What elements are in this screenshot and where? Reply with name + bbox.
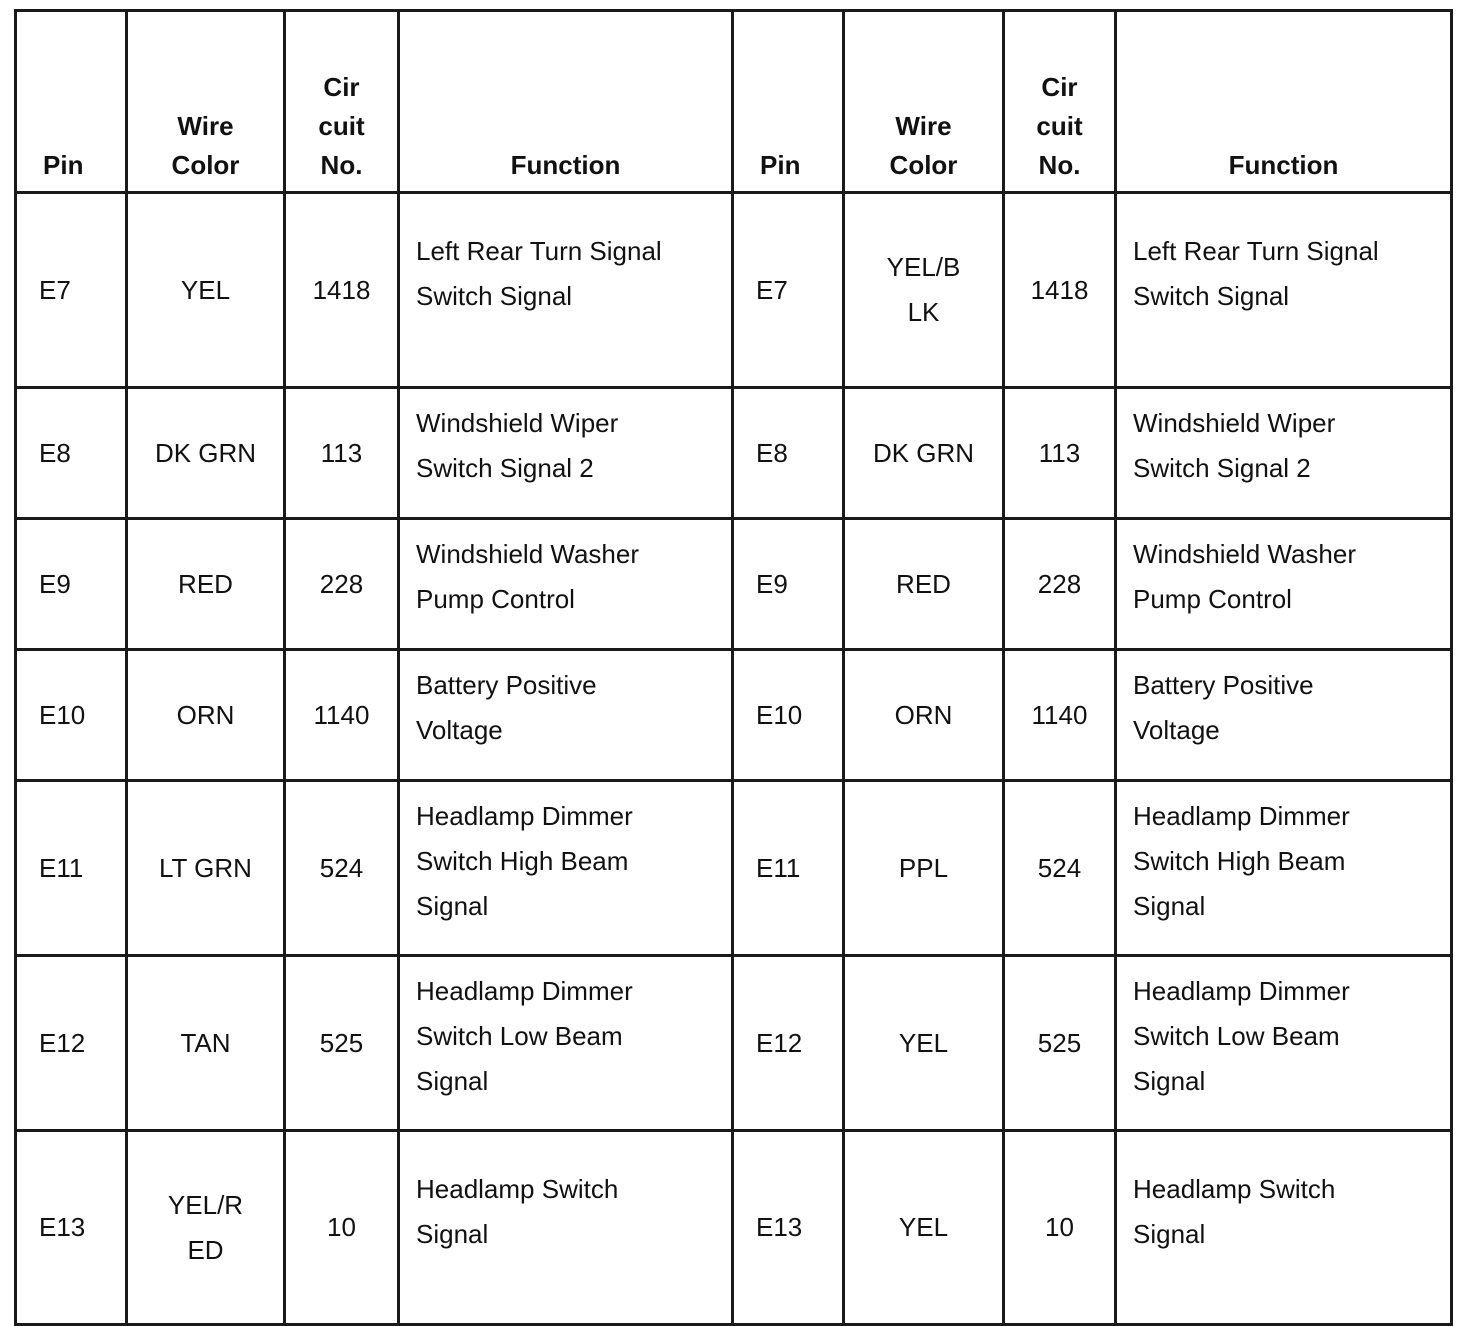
function-cell: Left Rear Turn Signal Switch Signal	[399, 193, 733, 388]
wire-color-cell: RED	[127, 519, 285, 650]
wire-color-cell: YEL/R ED	[127, 1131, 285, 1325]
function-cell: Battery Positive Voltage	[1116, 650, 1452, 781]
wire-color-cell: DK GRN	[844, 388, 1004, 519]
function-cell: Headlamp Dimmer Switch High Beam Signal	[1116, 781, 1452, 956]
function-cell: Windshield Wiper Switch Signal 2	[399, 388, 733, 519]
table-row	[16, 650, 1452, 781]
circuit-cell: 10	[285, 1131, 399, 1325]
function-cell: Left Rear Turn Signal Switch Signal	[1116, 193, 1452, 388]
function-cell: Headlamp Dimmer Switch Low Beam Signal	[399, 956, 733, 1131]
circuit-cell: 1140	[1004, 650, 1116, 781]
header-function-left: Function	[399, 11, 733, 193]
circuit-cell: 524	[1004, 781, 1116, 956]
wire-color-cell: YEL/B LK	[844, 193, 1004, 388]
header-wire-color-right: Wire Color	[844, 11, 1004, 193]
pin-cell: E9	[733, 519, 844, 650]
circuit-cell: 113	[285, 388, 399, 519]
pin-cell: E12	[733, 956, 844, 1131]
circuit-cell: 1418	[1004, 193, 1116, 388]
pin-cell: E9	[16, 519, 127, 650]
wire-color-cell: YEL	[127, 193, 285, 388]
pin-cell: E10	[16, 650, 127, 781]
pinout-table	[14, 9, 1453, 1326]
wire-color-cell: RED	[844, 519, 1004, 650]
table-row	[16, 519, 1452, 650]
function-cell: Battery Positive Voltage	[399, 650, 733, 781]
header-wire-color-left: Wire Color	[127, 11, 285, 193]
pin-cell: E10	[733, 650, 844, 781]
wire-color-cell: LT GRN	[127, 781, 285, 956]
table-row	[16, 781, 1452, 956]
wire-color-cell: YEL	[844, 1131, 1004, 1325]
table-row	[16, 1131, 1452, 1325]
wire-color-cell: ORN	[844, 650, 1004, 781]
header-pin-left: Pin	[16, 11, 127, 193]
function-cell: Windshield Washer Pump Control	[399, 519, 733, 650]
circuit-cell: 1418	[285, 193, 399, 388]
wire-color-cell: DK GRN	[127, 388, 285, 519]
function-cell: Headlamp Switch Signal	[399, 1131, 733, 1325]
pin-cell: E11	[733, 781, 844, 956]
function-cell: Windshield Washer Pump Control	[1116, 519, 1452, 650]
header-circuit-no-left: Cir cuit No.	[285, 11, 399, 193]
pin-cell: E8	[16, 388, 127, 519]
circuit-cell: 10	[1004, 1131, 1116, 1325]
table-row	[16, 956, 1452, 1131]
table-row	[16, 193, 1452, 388]
pin-cell: E7	[733, 193, 844, 388]
function-cell: Headlamp Dimmer Switch Low Beam Signal	[1116, 956, 1452, 1131]
function-cell: Headlamp Switch Signal	[1116, 1131, 1452, 1325]
pin-cell: E13	[16, 1131, 127, 1325]
circuit-cell: 525	[1004, 956, 1116, 1131]
table-row	[16, 388, 1452, 519]
pin-cell: E7	[16, 193, 127, 388]
wire-color-cell: TAN	[127, 956, 285, 1131]
wire-color-cell: YEL	[844, 956, 1004, 1131]
circuit-cell: 1140	[285, 650, 399, 781]
function-cell: Headlamp Dimmer Switch High Beam Signal	[399, 781, 733, 956]
circuit-cell: 525	[285, 956, 399, 1131]
wire-color-cell: ORN	[127, 650, 285, 781]
header-circuit-no-right: Cir cuit No.	[1004, 11, 1116, 193]
header-pin-right: Pin	[733, 11, 844, 193]
header-row	[16, 11, 1452, 193]
circuit-cell: 524	[285, 781, 399, 956]
pin-cell: E8	[733, 388, 844, 519]
circuit-cell: 228	[285, 519, 399, 650]
wire-color-cell: PPL	[844, 781, 1004, 956]
circuit-cell: 113	[1004, 388, 1116, 519]
header-function-right: Function	[1116, 11, 1452, 193]
pin-cell: E11	[16, 781, 127, 956]
pin-cell: E12	[16, 956, 127, 1131]
circuit-cell: 228	[1004, 519, 1116, 650]
function-cell: Windshield Wiper Switch Signal 2	[1116, 388, 1452, 519]
pin-cell: E13	[733, 1131, 844, 1325]
